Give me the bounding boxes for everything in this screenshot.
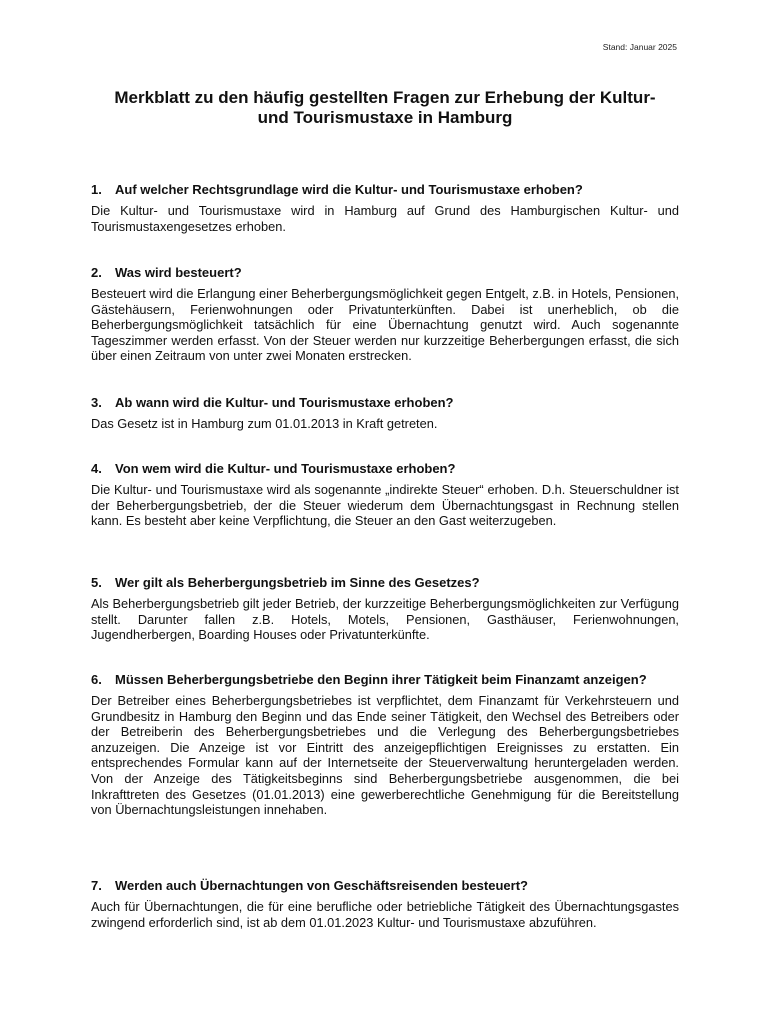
question-text: Auf welcher Rechtsgrundlage wird die Kultur- und Tourismustaxe erhoben? (115, 182, 583, 197)
faq-question (91, 182, 679, 197)
question-number: 5. (91, 575, 102, 590)
faq-question (91, 395, 679, 410)
question-number: 2. (91, 265, 102, 280)
question-text: Müssen Beherbergungsbetriebe den Beginn ihrer Tätigkeit beim Finanzamt anzeigen? (115, 672, 647, 687)
faq-question (91, 878, 679, 893)
faq-question (91, 672, 679, 687)
faq-answer: Das Gesetz ist in Hamburg zum 01.01.2013 in Kraft getreten. (91, 416, 438, 431)
question-number: 1. (91, 182, 102, 197)
question-number: 7. (91, 878, 102, 893)
faq-answer: Die Kultur- und Tourismustaxe wird als sogenannte „indirekte Steuer“ erhoben. D.h. Steuerschuldner ist der Beherbergungsbetrieb, der die Steuer wiederum dem Übernachtungsgast in Rechnung stellen kann. Es besteht aber keine Verpflichtung, die Steuer an den Gast weiterzugeben. (91, 482, 679, 529)
faq-section-6 (91, 672, 679, 818)
faq-answer: Die Kultur- und Tourismustaxe wird in Hamburg auf Grund des Hamburgischen Kultur- und Tourismustaxengesetzes erhoben. (91, 203, 679, 234)
faq-answer: Der Betreiber eines Beherbergungsbetriebes ist verpflichtet, dem Finanzamt für Verkehrsteuern und Grundbesitz in Hamburg den Beginn und das Ende seiner Tätigkeit, den Wechsel des Betreibers oder der Betreiberin des Beherbergungsbetriebes und die Verlegung des Beherbergungsbetriebes anzuzeigen. Die Anzeige ist vor Eintritt des anzeigepflichtigen Ereignisses zu erstatten. Ein entsprechendes Formular kann auf der Internetseite der Steuerverwaltung heruntergeladen werden. Von der Anzeige des Tätigkeitsbeginns sind Beherbergungsbetriebe ausgenommen, die bei Inkrafttreten des Gesetzes (01.01.2013) eine gewerberechtliche Genehmigung für die Bereitstellung von Übernachtungsleistungen innehaben. (91, 693, 679, 818)
question-text: Wer gilt als Beherbergungsbetrieb im Sinne des Gesetzes? (115, 575, 480, 590)
question-text: Was wird besteuert? (115, 265, 242, 280)
faq-answer: Als Beherbergungsbetrieb gilt jeder Betrieb, der kurzzeitige Beherbergungsmöglichkeiten zur Verfügung stellt. Darunter fallen z.B. Hotels, Motels, Pensionen, Gasthäuser, Ferienwohnungen, Jugendherbergen, Boarding Houses oder Privatunterkünfte. (91, 596, 679, 643)
question-text: Von wem wird die Kultur- und Tourismustaxe erhoben? (115, 461, 456, 476)
faq-question (91, 461, 679, 476)
page-title-line-1: Merkblatt zu den häufig gestellten Fragen zur Erhebung der Kultur- (114, 88, 656, 107)
page-title-line-2: und Tourismustaxe in Hamburg (257, 108, 513, 127)
question-number: 6. (91, 672, 102, 687)
faq-section-2 (91, 265, 679, 364)
faq-answer: Besteuert wird die Erlangung einer Beherbergungsmöglichkeit gegen Entgelt, z.B. in Hotels, Pensionen, Gästehäusern, Ferienwohnungen oder Privatunterkünften. Dabei ist unerheblich, ob die Beherbergungsmöglichkeit tatsächlich für eine Übernachtung genutzt wird. Auch sogenannte Tageszimmer werden erfasst. Von der Steuer werden nur kurzzeitige Beherbergungen erfasst, die sich über einen Zeitraum von unter zwei Monaten erstrecken. (91, 286, 679, 364)
document-date: Stand: Januar 2025 (602, 42, 677, 52)
faq-section-5 (91, 575, 679, 643)
question-number: 4. (91, 461, 102, 476)
faq-question (91, 265, 679, 280)
question-text: Werden auch Übernachtungen von Geschäftsreisenden besteuert? (115, 878, 528, 893)
question-text: Ab wann wird die Kultur- und Tourismustaxe erhoben? (115, 395, 454, 410)
question-number: 3. (91, 395, 102, 410)
faq-section-7 (91, 878, 679, 930)
faq-answer: Auch für Übernachtungen, die für eine berufliche oder betriebliche Tätigkeit des Übernachtungsgastes zwingend erforderlich sind, ist ab dem 01.01.2023 Kultur- und Tourismustaxe abzuführen. (91, 899, 679, 930)
faq-section-4 (91, 461, 679, 529)
faq-section-1 (91, 182, 679, 234)
faq-question (91, 575, 679, 590)
page-title (60, 88, 710, 128)
faq-section-3 (91, 395, 679, 432)
